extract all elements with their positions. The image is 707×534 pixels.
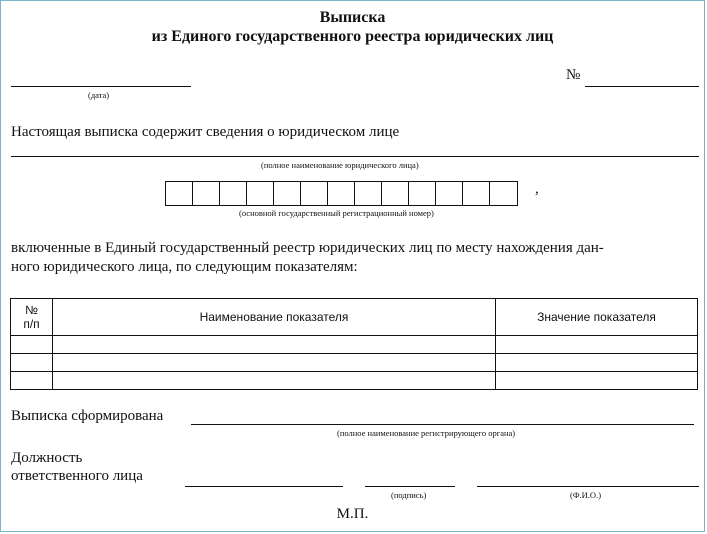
date-caption: (дата) bbox=[88, 90, 110, 100]
official-label-line1: Должность bbox=[11, 450, 83, 466]
registration-authority-field[interactable] bbox=[191, 424, 694, 425]
ogrn-cell[interactable] bbox=[355, 182, 382, 205]
ogrn-cell[interactable] bbox=[166, 182, 193, 205]
position-field[interactable] bbox=[185, 486, 343, 487]
ogrn-cell[interactable] bbox=[382, 182, 409, 205]
row-number-cell[interactable] bbox=[11, 372, 53, 390]
row-value-cell[interactable] bbox=[496, 336, 698, 354]
row-name-cell[interactable] bbox=[53, 336, 496, 354]
form-title: Выписка bbox=[319, 9, 386, 26]
ogrn-cell[interactable] bbox=[193, 182, 220, 205]
row-value-cell[interactable] bbox=[496, 372, 698, 390]
ogrn-cell[interactable] bbox=[490, 182, 517, 205]
included-text-line2: ного юридического лица, по следующим показателям: bbox=[11, 259, 358, 275]
row-number-cell[interactable] bbox=[11, 354, 53, 372]
signature-caption: (подпись) bbox=[391, 490, 427, 500]
legal-entity-name-field[interactable] bbox=[11, 156, 699, 157]
ogrn-cell[interactable] bbox=[274, 182, 301, 205]
row-value-cell[interactable] bbox=[496, 354, 698, 372]
form-subtitle: из Единого государственного реестра юридических лиц bbox=[151, 28, 554, 45]
indicators-table bbox=[10, 298, 698, 390]
ogrn-cell[interactable] bbox=[247, 182, 274, 205]
column-number-line2: п/п bbox=[23, 317, 40, 331]
included-text-line1: включенные в Единый государственный реестр юридических лиц по месту нахождения дан- bbox=[11, 240, 604, 256]
fio-field[interactable] bbox=[477, 486, 699, 487]
number-symbol: № bbox=[566, 67, 581, 83]
ogrn-cell[interactable] bbox=[328, 182, 355, 205]
column-number-header bbox=[11, 299, 53, 336]
ogrn-cell[interactable] bbox=[463, 182, 490, 205]
column-value-header: Значение показателя bbox=[496, 299, 698, 336]
row-name-cell[interactable] bbox=[53, 354, 496, 372]
number-field[interactable] bbox=[585, 86, 699, 87]
ogrn-cell[interactable] bbox=[220, 182, 247, 205]
official-label-line2: ответственного лица bbox=[11, 468, 143, 484]
table-body bbox=[11, 336, 698, 390]
column-number-line1: № bbox=[25, 303, 38, 317]
column-name-header: Наименование показателя bbox=[53, 299, 496, 336]
table-row bbox=[11, 336, 698, 354]
ogrn-comma: , bbox=[535, 181, 539, 197]
intro-text: Настоящая выписка содержит сведения о юридическом лице bbox=[11, 124, 400, 140]
stamp-place: М.П. bbox=[336, 506, 369, 522]
ogrn-field[interactable] bbox=[165, 181, 518, 206]
registration-authority-caption: (полное наименование регистрирующего органа) bbox=[337, 428, 516, 438]
fio-caption: (Ф.И.О.) bbox=[570, 490, 602, 500]
table-row bbox=[11, 354, 698, 372]
signature-field[interactable] bbox=[365, 486, 455, 487]
row-name-cell[interactable] bbox=[53, 372, 496, 390]
ogrn-cell[interactable] bbox=[409, 182, 436, 205]
date-field[interactable] bbox=[11, 86, 191, 87]
formed-label: Выписка сформирована bbox=[11, 408, 164, 424]
legal-entity-name-caption: (полное наименование юридического лица) bbox=[261, 160, 419, 170]
table-header-row bbox=[11, 299, 698, 336]
row-number-cell[interactable] bbox=[11, 336, 53, 354]
ogrn-caption: (основной государственный регистрационный номер) bbox=[239, 208, 434, 218]
ogrn-cell[interactable] bbox=[436, 182, 463, 205]
ogrn-cell[interactable] bbox=[301, 182, 328, 205]
table-row bbox=[11, 372, 698, 390]
